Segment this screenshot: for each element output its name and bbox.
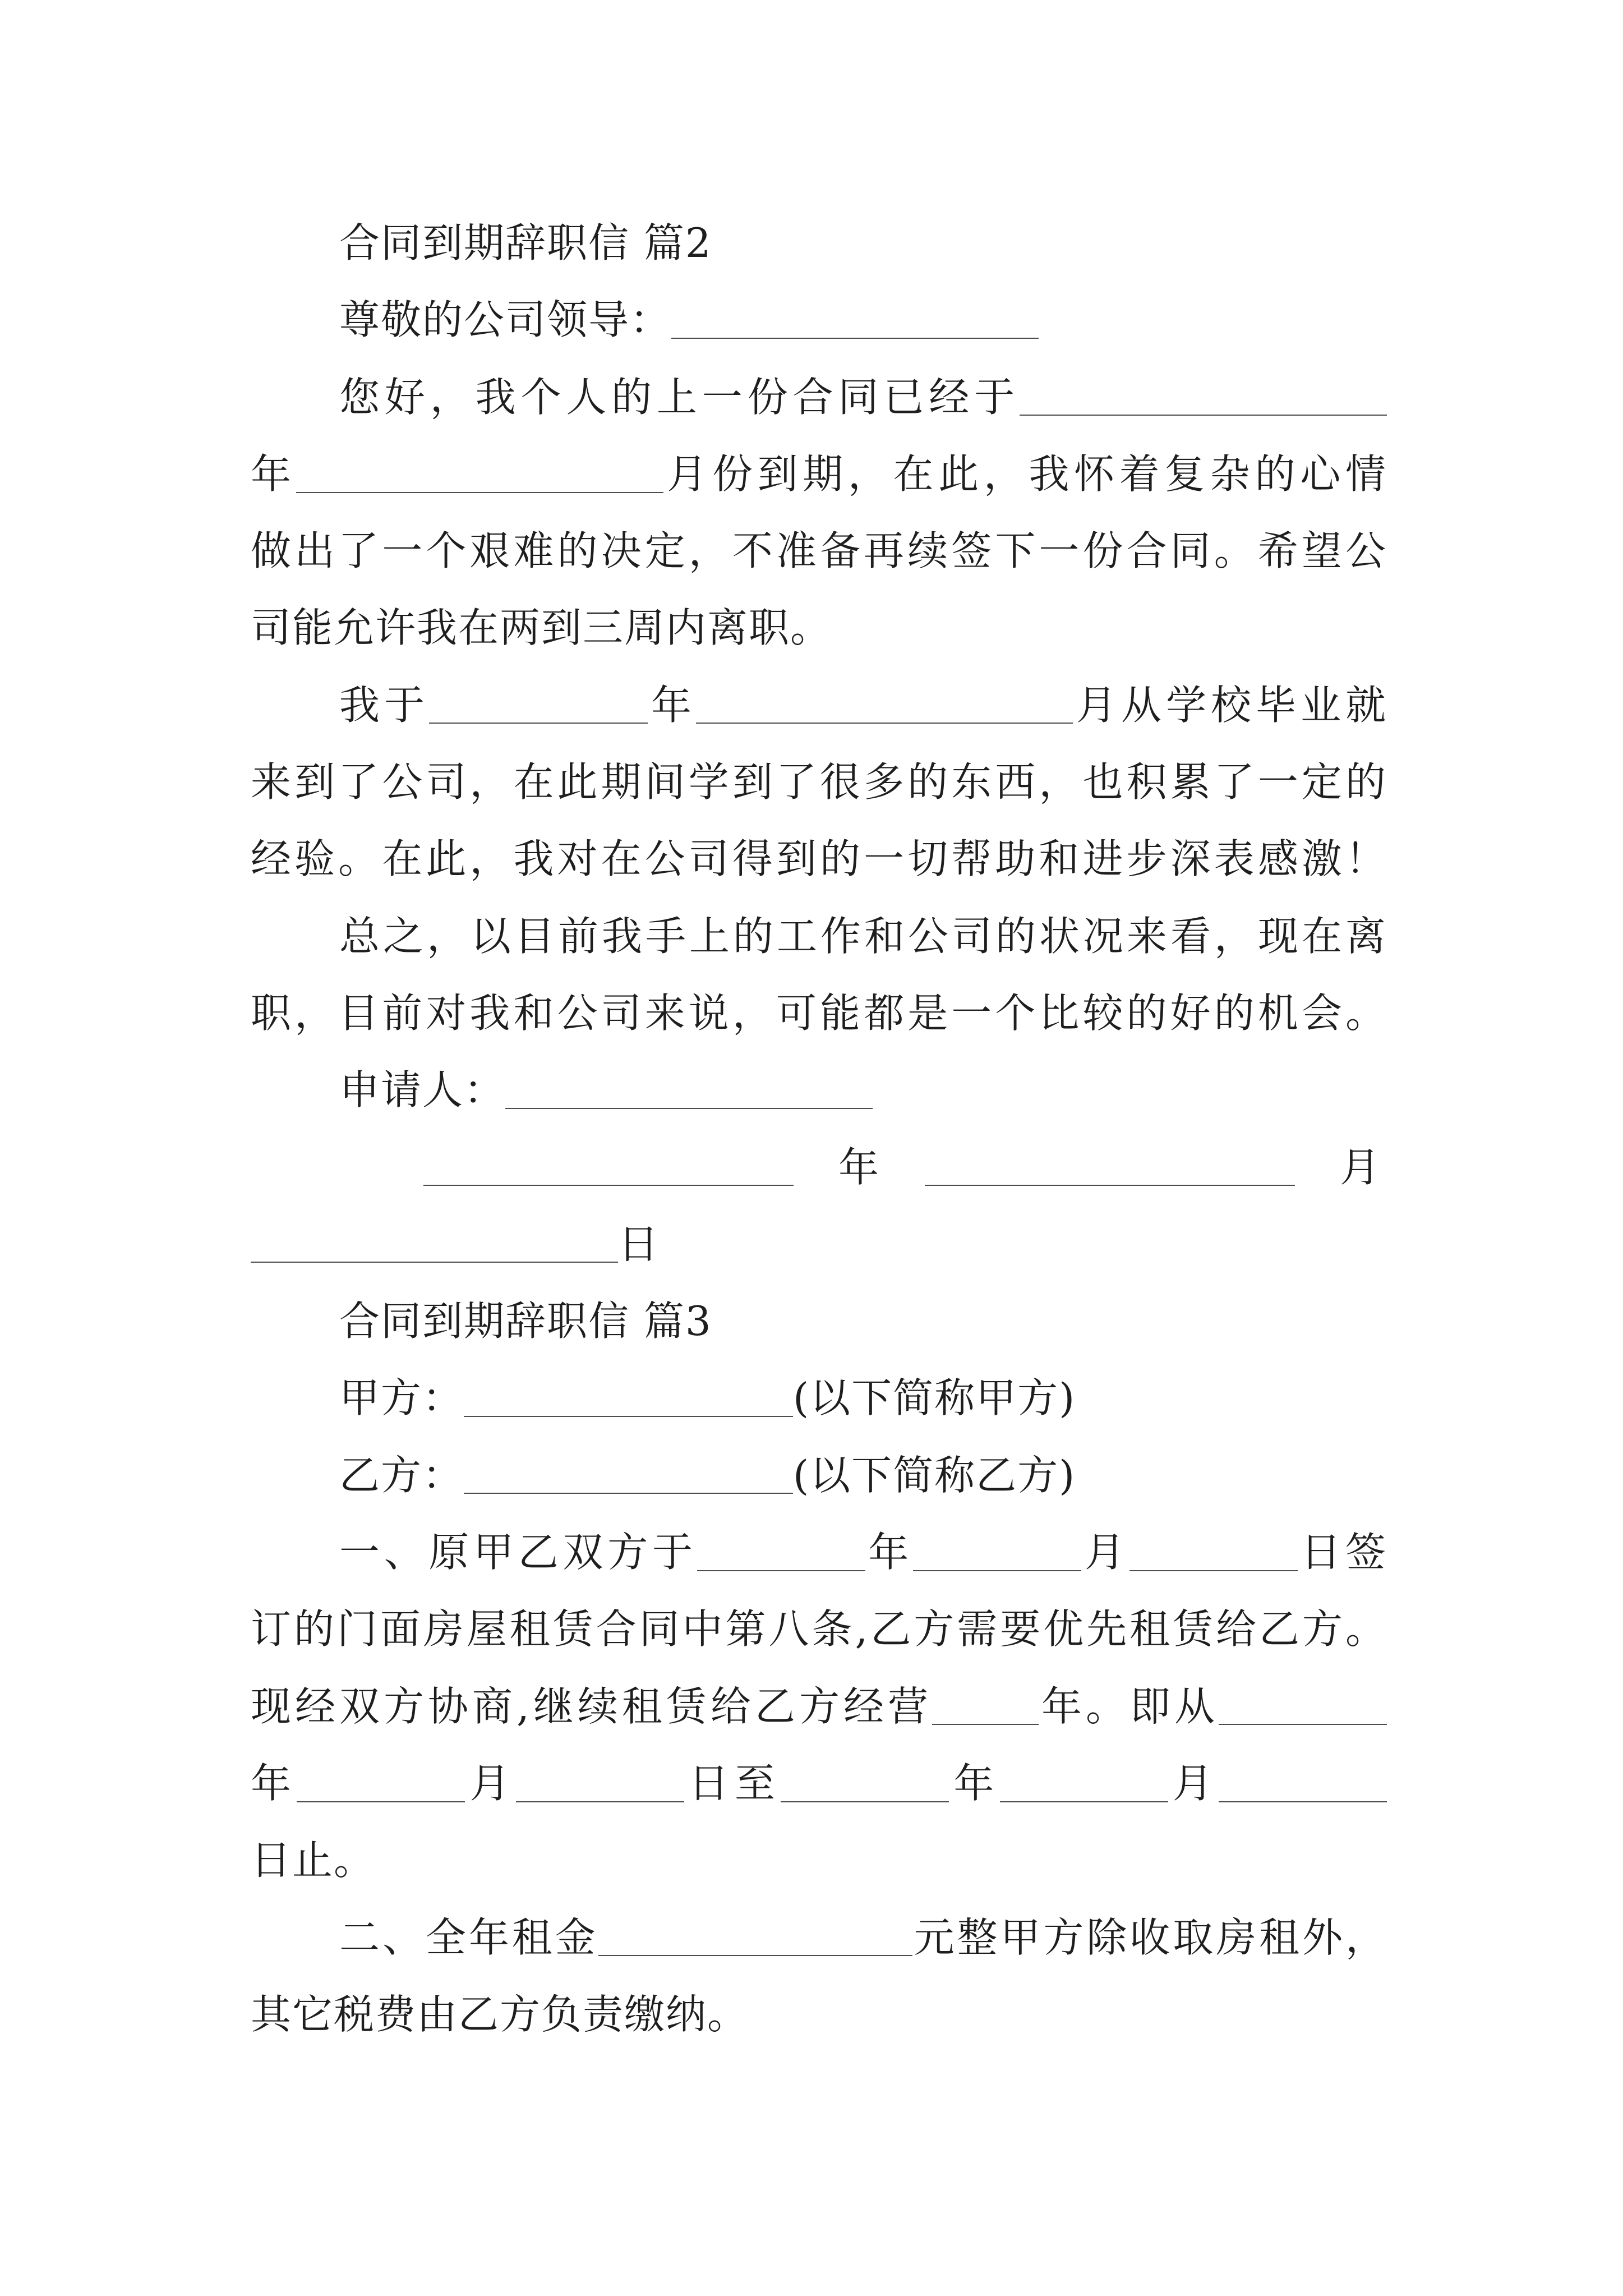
line-text: 月 xyxy=(1168,1759,1219,1807)
blank-field xyxy=(913,1570,1081,1571)
line-text: 月 xyxy=(1081,1529,1129,1576)
line-text: 年 xyxy=(251,450,296,498)
blank-field xyxy=(296,492,663,493)
body-line xyxy=(251,1899,1387,1976)
blank-field xyxy=(696,723,1073,724)
party-a-note: (以下简称甲方) xyxy=(793,1374,1076,1422)
line-text: 其它税费由乙方负责缴纳。 xyxy=(251,1990,749,2038)
blank-field xyxy=(423,1185,794,1186)
line-text: 二、全年租金 xyxy=(339,1913,598,1961)
line-text: 月 xyxy=(465,1759,516,1807)
blank-field xyxy=(932,1724,1039,1725)
party-b-line xyxy=(251,1437,1387,1514)
line-text: 司能允许我在两到三周内离职。 xyxy=(251,604,832,652)
line-text: 我于 xyxy=(339,681,429,729)
section-title-text: 合同到期辞职信 篇3 xyxy=(339,1297,712,1345)
body-line xyxy=(251,744,1387,821)
month-label: 月 xyxy=(1340,1143,1382,1191)
blank-field xyxy=(1020,415,1387,416)
line-text: 日至 xyxy=(684,1759,781,1807)
body-line xyxy=(251,1668,1387,1745)
line-text: 日止。 xyxy=(251,1837,376,1884)
blank-field xyxy=(781,1801,949,1802)
line-text: 做出了一个艰难的决定，不准备再续签下一份合同。希望公 xyxy=(251,527,1387,575)
party-b-note: (以下简称乙方) xyxy=(793,1451,1076,1499)
line-text: 年 xyxy=(251,1759,297,1807)
salutation-line xyxy=(251,282,1387,358)
applicant-line xyxy=(251,1052,1387,1129)
line-text: 日签 xyxy=(1297,1529,1387,1576)
line-text: 一、原甲乙双方于 xyxy=(339,1529,697,1576)
body-line xyxy=(251,1822,1387,1899)
blank-field xyxy=(464,1416,793,1417)
blank-field xyxy=(464,1493,793,1494)
party-b-label: 乙方： xyxy=(339,1451,464,1499)
body-line xyxy=(251,359,1387,436)
blank-field xyxy=(671,338,1039,339)
body-line xyxy=(251,667,1387,744)
party-a-label: 甲方： xyxy=(339,1374,464,1422)
salutation-text: 尊敬的公司领导： xyxy=(339,296,672,344)
blank-field xyxy=(297,1801,465,1802)
blank-field xyxy=(505,1108,873,1109)
date-line xyxy=(251,1206,1387,1283)
line-text: 年 xyxy=(949,1759,1000,1807)
applicant-label: 申请人： xyxy=(339,1066,506,1114)
section-title-text: 合同到期辞职信 篇2 xyxy=(339,219,712,266)
body-line xyxy=(251,975,1387,1052)
date-line xyxy=(251,1129,1387,1206)
line-text: 元整甲方除收取房租外， xyxy=(912,1913,1387,1961)
line-text: 年 xyxy=(648,681,696,729)
blank-field xyxy=(925,1185,1295,1186)
line-text: 职，目前对我和公司来说，可能都是一个比较的好的机会。 xyxy=(251,989,1387,1037)
year-label: 年 xyxy=(838,1143,880,1191)
body-line xyxy=(251,1514,1387,1591)
blank-field xyxy=(697,1570,865,1571)
document-page xyxy=(251,205,1387,2053)
body-line xyxy=(251,513,1387,590)
blank-field xyxy=(598,1955,912,1956)
section-title xyxy=(251,205,1387,282)
line-text: 来到了公司，在此期间学到了很多的东西，也积累了一定的 xyxy=(251,758,1387,806)
blank-field xyxy=(429,723,648,724)
party-a-line xyxy=(251,1360,1387,1437)
blank-field xyxy=(1000,1801,1168,1802)
body-line xyxy=(251,1745,1387,1822)
body-line xyxy=(251,590,1387,666)
line-text: 现经双方协商,继续租赁给乙方经营 xyxy=(251,1682,932,1730)
line-text: 月份到期，在此，我怀着复杂的心情 xyxy=(663,450,1387,498)
line-text: 年。即从 xyxy=(1038,1682,1219,1730)
line-text: 总之，以目前我手上的工作和公司的状况来看，现在离 xyxy=(339,912,1387,960)
body-line xyxy=(251,898,1387,975)
day-label: 日 xyxy=(618,1220,660,1268)
blank-field xyxy=(1219,1724,1387,1725)
body-line xyxy=(251,1976,1387,2053)
body-line xyxy=(251,821,1387,898)
line-text: 年 xyxy=(865,1529,914,1576)
blank-field xyxy=(1129,1570,1298,1571)
body-line xyxy=(251,1591,1387,1668)
blank-field xyxy=(251,1262,618,1263)
line-text: 月从学校毕业就 xyxy=(1073,681,1387,729)
body-line xyxy=(251,436,1387,513)
line-text: 订的门面房屋租赁合同中第八条,乙方需要优先租赁给乙方。 xyxy=(251,1605,1387,1653)
line-text: 经验。在此，我对在公司得到的一切帮助和进步深表感激！ xyxy=(251,835,1387,883)
line-text: 您好，我个人的上一份合同已经于 xyxy=(339,373,1020,421)
blank-field xyxy=(1219,1801,1387,1802)
blank-field xyxy=(516,1801,684,1802)
section-title xyxy=(251,1283,1387,1360)
